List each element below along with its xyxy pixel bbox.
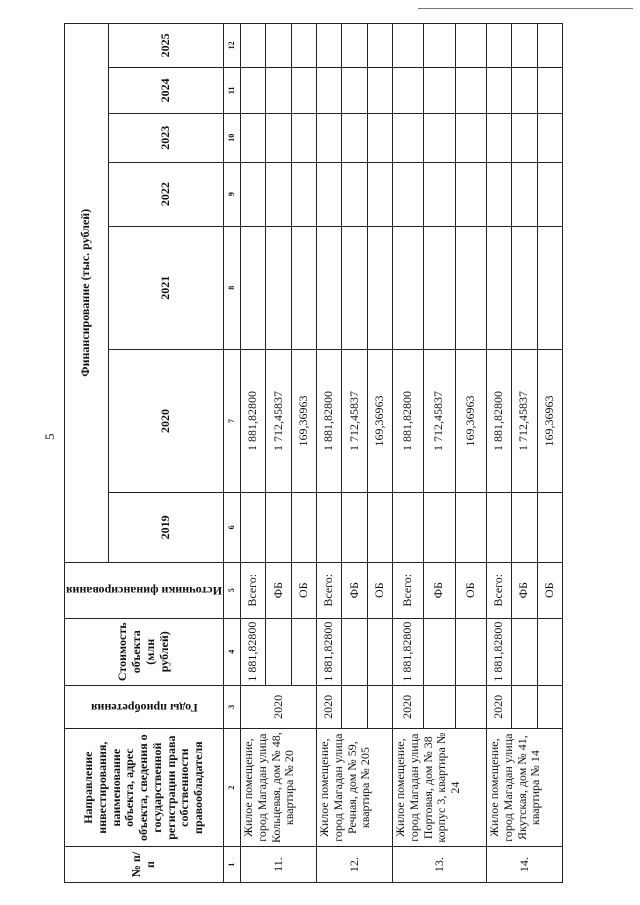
- colno: 1: [223, 847, 240, 883]
- cell: [512, 618, 537, 685]
- row-description: Жилое помещение, город Магадан улица Кольцевая, дом № 48, квартира № 20: [240, 729, 316, 847]
- header-direction: Направление инвестирования, наименование объекта, адрес объекта, сведения о государственной регистрации права собственности правообладателя: [65, 729, 224, 847]
- cell: [512, 226, 537, 349]
- cell: [512, 685, 537, 729]
- row-source: ОБ: [367, 562, 392, 618]
- cell: [342, 493, 367, 562]
- colno: 8: [223, 226, 240, 349]
- cell: [367, 618, 392, 685]
- row-source: ОБ: [455, 562, 486, 618]
- row-num: 12.: [316, 847, 392, 883]
- header-years: [65, 685, 224, 729]
- colno: 2: [223, 729, 240, 847]
- row-year: 2020: [316, 685, 341, 729]
- header-year-2022: 2022: [108, 162, 223, 226]
- cell: [266, 162, 291, 226]
- cell: [392, 226, 423, 349]
- cell: [392, 493, 423, 562]
- cell: [424, 685, 455, 729]
- row-cost: 1 881,82800: [486, 618, 511, 685]
- row-value-2020: 1 881,82800: [316, 349, 341, 493]
- cell: [291, 226, 316, 349]
- cell: [486, 493, 511, 562]
- cell: [455, 24, 486, 68]
- colno: 5: [223, 562, 240, 618]
- header-year-2025: 2025: [108, 24, 223, 68]
- cell: [537, 685, 562, 729]
- cell: [512, 493, 537, 562]
- colno: 9: [223, 162, 240, 226]
- cell: [367, 226, 392, 349]
- row-cost: 1 881,82800: [392, 618, 423, 685]
- cell: [316, 493, 341, 562]
- row-year: 2020: [392, 685, 423, 729]
- header-sources-text: Источники финансирования: [66, 584, 222, 599]
- cell: [424, 493, 455, 562]
- cell: [291, 493, 316, 562]
- cell: [424, 113, 455, 162]
- cell: [392, 24, 423, 68]
- page-number: 5: [42, 433, 57, 440]
- cell: [537, 226, 562, 349]
- cell: [455, 618, 486, 685]
- cell: [291, 618, 316, 685]
- table-row: [486, 24, 511, 883]
- cell: [342, 67, 367, 113]
- row-value-2020: 1 881,82800: [240, 349, 265, 493]
- cell: [455, 67, 486, 113]
- header-year-2021: 2021: [108, 226, 223, 349]
- cell: [455, 113, 486, 162]
- cell: [367, 685, 392, 729]
- cell: [424, 618, 455, 685]
- row-value-2020: 169,36963: [537, 349, 562, 493]
- cell: [266, 618, 291, 685]
- cell: [537, 493, 562, 562]
- row-description: Жилое помещение, город Магадан улица Речная, дом № 59, квартира № 205: [316, 729, 392, 847]
- cell: [342, 226, 367, 349]
- cell: [455, 162, 486, 226]
- row-source: ОБ: [537, 562, 562, 618]
- header-year-2024: 2024: [108, 67, 223, 113]
- cell: [486, 226, 511, 349]
- cell: [486, 24, 511, 68]
- colno: 12: [223, 24, 240, 68]
- cell: [316, 24, 341, 68]
- row-value-2020: 169,36963: [367, 349, 392, 493]
- row-source: Всего:: [392, 562, 423, 618]
- cell: [537, 162, 562, 226]
- row-num: 13.: [392, 847, 486, 883]
- cell: [512, 113, 537, 162]
- cell: [291, 67, 316, 113]
- row-source: Всего:: [316, 562, 341, 618]
- table-row: [240, 24, 265, 883]
- cell: [240, 226, 265, 349]
- row-num: 11.: [240, 847, 316, 883]
- row-value-2020: 1 881,82800: [486, 349, 511, 493]
- cell: [291, 24, 316, 68]
- cell: [512, 24, 537, 68]
- row-description: Жилое помещение, город Магадан улица Якутская, дом № 41, квартира № 14: [486, 729, 562, 847]
- row-source: ОБ: [291, 562, 316, 618]
- cell: [537, 113, 562, 162]
- cell: [342, 24, 367, 68]
- cell: [240, 493, 265, 562]
- header-financing: Финансирование (тыс. рублей): [65, 24, 109, 563]
- row-source: Всего:: [486, 562, 511, 618]
- table-row: [392, 24, 423, 883]
- header-years-text: Годы приобретения: [90, 700, 198, 715]
- cell: [342, 685, 367, 729]
- financing-table-rotated: [64, 23, 556, 883]
- cell: [512, 162, 537, 226]
- cell: [240, 67, 265, 113]
- colno: 10: [223, 113, 240, 162]
- cell: [367, 162, 392, 226]
- cell: [342, 162, 367, 226]
- cell: [392, 162, 423, 226]
- cell: [342, 113, 367, 162]
- cell: [537, 618, 562, 685]
- row-value-2020: 1 712,45837: [512, 349, 537, 493]
- cell: [424, 67, 455, 113]
- header-sources: [65, 562, 224, 618]
- cell: [367, 24, 392, 68]
- cell: [291, 113, 316, 162]
- header-num: № п/п: [65, 847, 224, 883]
- row-source: ФБ: [342, 562, 367, 618]
- cell: [266, 113, 291, 162]
- cell: [316, 162, 341, 226]
- cell: [266, 226, 291, 349]
- colno: 7: [223, 349, 240, 493]
- colno: 11: [223, 67, 240, 113]
- cell: [367, 113, 392, 162]
- column-number-row: [223, 24, 240, 883]
- cell: [424, 226, 455, 349]
- row-cost: 1 881,82800: [240, 618, 265, 685]
- row-value-2020: 1 712,45837: [424, 349, 455, 493]
- cell: [240, 162, 265, 226]
- cell: [486, 162, 511, 226]
- cell: [291, 162, 316, 226]
- cell: [367, 493, 392, 562]
- row-value-2020: 1 881,82800: [392, 349, 423, 493]
- cell: [266, 24, 291, 68]
- row-value-2020: 169,36963: [455, 349, 486, 493]
- row-value-2020: 1 712,45837: [342, 349, 367, 493]
- cell: [424, 24, 455, 68]
- cell: [392, 67, 423, 113]
- header-year-2019: 2019: [108, 493, 223, 562]
- cell: [486, 67, 511, 113]
- cell: [486, 113, 511, 162]
- cell: [455, 226, 486, 349]
- header-year-2023: 2023: [108, 113, 223, 162]
- row-num: 14.: [486, 847, 562, 883]
- row-value-2020: 1 712,45837: [266, 349, 291, 493]
- row-source: Всего:: [240, 562, 265, 618]
- row-source: ФБ: [512, 562, 537, 618]
- cell: [455, 493, 486, 562]
- header-year-2020: 2020: [108, 349, 223, 493]
- row-source: ФБ: [424, 562, 455, 618]
- header-cost: Стоимость объекта (млн рублей): [65, 618, 224, 685]
- cell: [266, 493, 291, 562]
- cell: [266, 67, 291, 113]
- financing-table: [64, 23, 563, 883]
- row-year: 2020: [486, 685, 511, 729]
- cell: [392, 113, 423, 162]
- colno: 6: [223, 493, 240, 562]
- row-description: Жилое помещение, город Магадан улица Портовая, дом № 38 корпус 3, квартира № 24: [392, 729, 486, 847]
- colno: 3: [223, 685, 240, 729]
- cell: [455, 685, 486, 729]
- top-rule: [418, 8, 633, 9]
- cell: [342, 618, 367, 685]
- table-row: [316, 24, 341, 883]
- cell: [316, 67, 341, 113]
- cell: [240, 113, 265, 162]
- cell: [367, 67, 392, 113]
- cell: [240, 24, 265, 68]
- cell: [316, 226, 341, 349]
- row-year: 2020: [240, 685, 316, 729]
- cell: [537, 67, 562, 113]
- cell: [512, 67, 537, 113]
- row-cost: 1 881,82800: [316, 618, 341, 685]
- cell: [537, 24, 562, 68]
- colno: 4: [223, 618, 240, 685]
- cell: [316, 113, 341, 162]
- row-value-2020: 169,36963: [291, 349, 316, 493]
- cell: [424, 162, 455, 226]
- row-source: ФБ: [266, 562, 291, 618]
